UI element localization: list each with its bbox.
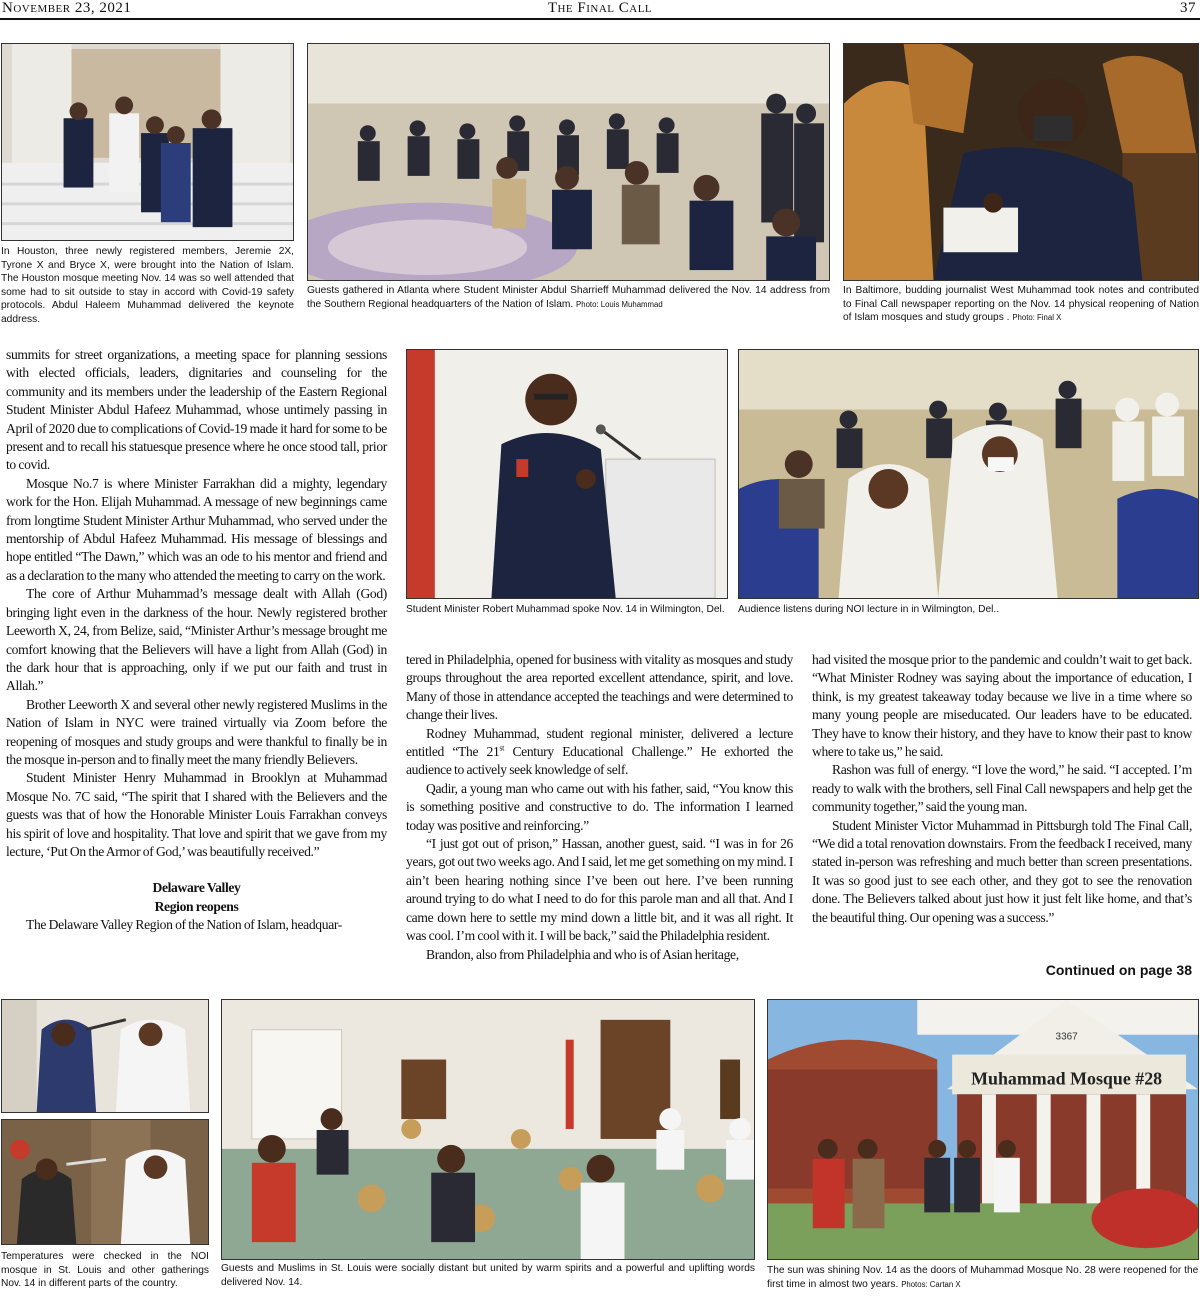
paragraph: tered in Philadelphia, opened for business with vitality as mosques and study groups throughout the area reported excellent attendance, spirit, and love. Many of those in attendance accepted the teachings and were determined to change their lives.: [406, 652, 793, 723]
paragraph: The core of Arthur Muhammad’s message dealt with Allah (God) bringing light even in the darkness of the hour. Newly registered brother Leeworth X, 24, from Belize, said, “Minister Arthur’s message brought me comfort knowing that the Believers will have a light from Allah (God) in the dark hour that is approaching, only if we put our faith and trust in Allah.”: [6, 586, 387, 694]
wilmington-audience-photo: [738, 349, 1199, 599]
houston-caption: In Houston, three newly registered members, Jeremie 2X, Tyrone X and Bryce X, were brought into the Nation of Islam. The Houston mosque meeting Nov. 14 was so well attended that some had to sit outside to stay in accord with Covid-19 safety protocols. Abdul Haleem Muhammad delivered the keynote address.: [1, 246, 294, 325]
article-column-1: [6, 346, 387, 935]
wilmington-speaker-caption: Student Minister Robert Muhammad spoke Nov. 14 in Wilmington, Del.: [406, 604, 725, 615]
paragraph-text: Century Educational Challenge.” He exhorted the audience to actively seek knowledge of self.: [406, 744, 793, 778]
paragraph: Rashon was full of energy. “I love the word,” he said. “I accepted. I’m ready to walk with the brothers, sell Final Call newspapers and help get the community together,” said the young man.: [812, 762, 1192, 815]
paragraph: Qadir, a young man who came out with his father, said, “You know this is something positive and constructive to do. The information I learned today was positive and reinforcing.”: [406, 780, 793, 833]
article-column-3: [812, 651, 1192, 927]
mosque-28-reopening-photo: [767, 999, 1199, 1260]
subheading-line: Region reopens: [154, 898, 239, 914]
mosque-sign-text: Muhammad Mosque #28: [971, 1068, 1163, 1089]
baltimore-caption: [843, 284, 1199, 325]
atlanta-photo-credit: Photo: Louis Muhammad: [576, 299, 663, 309]
atlanta-gathering-photo: [307, 43, 830, 281]
paragraph: had visited the mosque prior to the pandemic and couldn’t wait to get back. “What Minister Rodney was saying about the importance of education, I think, is my greatest takeaway today because we live in a time where so many young people are miseducated. Our leaders have to be educated. They have to know their history, and they have to know their past to know where to take us,” he said.: [812, 652, 1192, 760]
paragraph: Brandon, also from Philadelphia and who is of Asian heritage,: [426, 946, 739, 962]
mosque-28-caption: [767, 1264, 1199, 1291]
baltimore-journalist-photo: [843, 43, 1199, 281]
paragraph: Mosque No.7 is where Minister Farrakhan did a mighty, legendary work for the Hon. Elijah Muhammad. A message of new beginnings came from longtime Student Minister Arthur Muhammad, who served under the mentorship of Abdul Hafeez Muhammad. His message of blessings and hope entitled “The Dawn,” which was an ode to his mentor and friend and as a declaration to the many who attended the meeting to carry on the work.: [6, 475, 387, 583]
paragraph: Student Minister Henry Muhammad in Brooklyn at Muhammad Mosque No. 7C said, “The spirit that I shared with the Believers and the guests was that of how the Honorable Minister Louis Farrakhan conveys his spirit of love and hospitality. That love and spirit that we gave from my lecture, ‘Put On the Armor of God,’ was beautifully received.”: [6, 770, 387, 859]
baltimore-photo-credit: Photo: Final X: [1012, 313, 1062, 323]
houston-members-photo: [1, 43, 294, 241]
publication-name: The Final Call: [547, 0, 653, 16]
paragraph: Student Minister Victor Muhammad in Pittsburgh told The Final Call, “We did a total renovation downstairs. From the feedback I received, many stated in-person was refreshing and much better than screen presentations. It was so good just to see each other, and they got to see the renovation done. The Believers talked about just how it just felt like home, and that’s the beautiful thing. Our opening was a success.”: [812, 817, 1192, 925]
atlanta-caption: [307, 284, 830, 311]
ordinal-suffix: st: [499, 743, 505, 753]
issue-date: November 23, 2021: [2, 0, 132, 16]
street-number: 3367: [1055, 1031, 1078, 1043]
paragraph: summits for street organizations, a meeting space for planning sessions with elected officials, leaders, dignitaries and counseling for the community and its members under the leadership of the Eastern Regional Student Minister Abdul Hafeez Muhammad, whose untimely passing in April of 2020 due to complications of Covid-19 made it hard for some to be present and to recall his statuesque presence where he once stood tall, prior to covid.: [6, 347, 387, 473]
continued-on-link[interactable]: Continued on page 38: [1045, 962, 1192, 978]
st-louis-caption: Guests and Muslims in St. Louis were socially distant but united by warm spirits and a powerful and uplifting words delivered Nov. 14.: [221, 1263, 755, 1288]
mosque-28-caption-text: The sun was shining Nov. 14 as the doors of Muhammad Mosque No. 28 were reopened for the first time in almost two years.: [767, 1265, 1199, 1290]
wilmington-speaker-photo: [406, 349, 728, 599]
paragraph: “I just got out of prison,” Hassan, another guest, said. “I was in for 26 years, got out two weeks ago. And I said, let me get something on my mind. I ain’t been hearing nothing since I’ve been out here. I’ve been running around trying to do what I need to do for this parole man and all that. And I came down here to settle my mind down a little bit, and it was all right. It was cool. I’m cool with it. I will be back,” said the Philadelphia resident.: [406, 836, 793, 944]
page-header: [0, 0, 1200, 20]
subheading: [6, 879, 387, 916]
paragraph: Brother Leeworth X and several other newly registered Muslims in the Nation of Islam in NYC were trained virtually via Zoom before the reopening of mosques and study groups and were thankful to finally be in the mosque in-person and to finally meet the many friendly Believers.: [6, 696, 387, 767]
st-louis-gathering-photo: [221, 999, 755, 1260]
paragraph-text: Rodney Muhammad, student regional minister, delivered a lecture entitled “The 21: [406, 725, 793, 760]
page-number: 37: [1180, 0, 1196, 16]
temperature-check-photo-1: [1, 999, 209, 1113]
paragraph: The Delaware Valley Region of the Nation of Islam, headquar-: [26, 917, 342, 933]
subheading-line: Delaware Valley: [152, 880, 241, 896]
baltimore-caption-text: In Baltimore, budding journalist West Muhammad took notes and contributed to Final Call newspaper reporting on the Nov. 14 physical reopening of Nation of Islam mosques and study groups .: [843, 285, 1199, 324]
temperature-caption: Temperatures were checked in the NOI mosque in St. Louis and other gatherings Nov. 14 in different parts of the country.: [1, 1251, 209, 1290]
wilmington-audience-caption: Audience listens during NOI lecture in in Wilmington, Del..: [738, 604, 1000, 615]
temperature-check-photo-2: [1, 1119, 209, 1245]
mosque-28-photo-credit: Photos: Cartan X: [901, 1279, 961, 1289]
article-column-2: [406, 651, 793, 964]
atlanta-caption-text: Guests gathered in Atlanta where Student Minister Abdul Sharrieff Muhammad delivered the Nov. 14 address from the Southern Regional headquarters of the Nation of Islam.: [307, 285, 830, 310]
paragraph: [406, 725, 793, 780]
